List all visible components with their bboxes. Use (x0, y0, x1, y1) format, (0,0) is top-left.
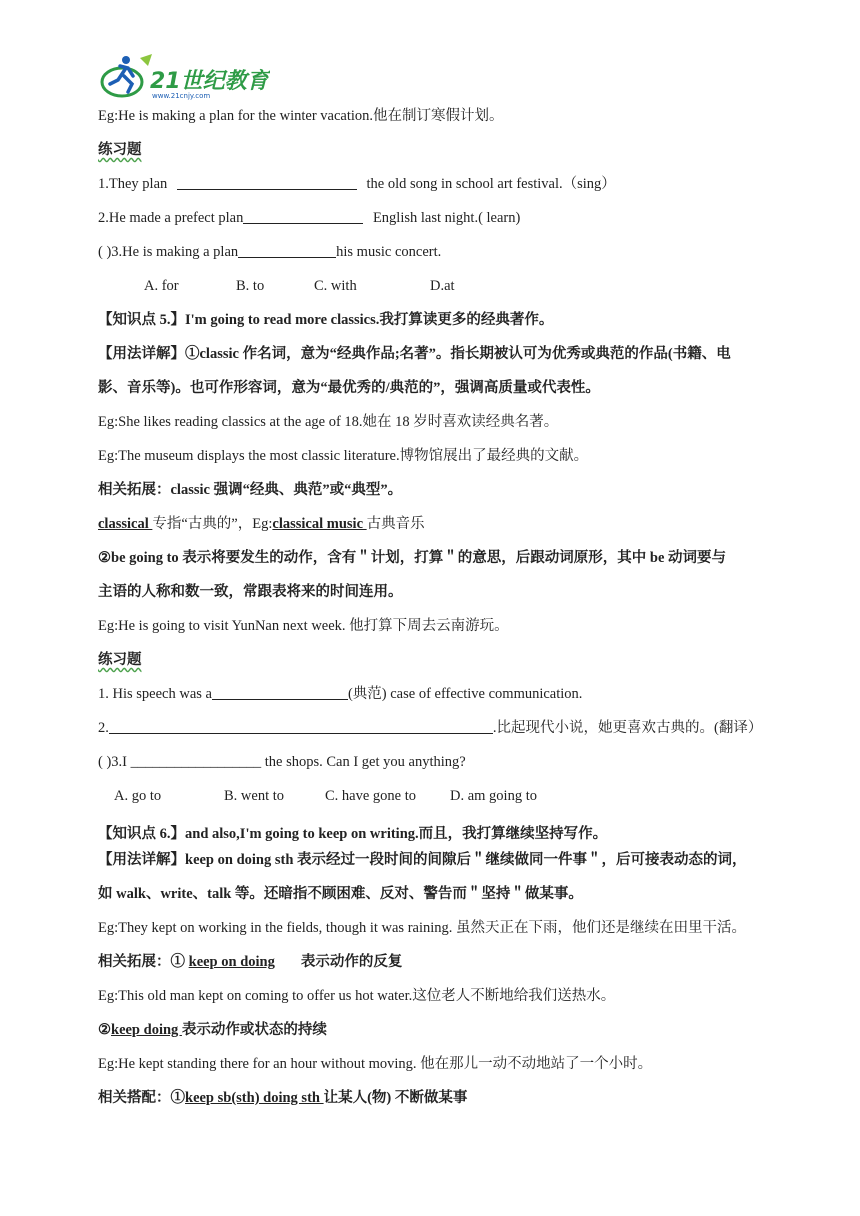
extension-note: classical 专指“古典的”，Eg:classical music 古典音乐 (98, 516, 425, 532)
option-b[interactable]: B. to (236, 278, 265, 294)
option-a[interactable]: A. go to (114, 788, 162, 804)
example-sentence: Eg:She likes reading classics at the age of 18.她在 18 岁时喜欢读经典名著。 (98, 414, 559, 430)
extension-note: ②keep doing 表示动作或状态的持续 (98, 1022, 327, 1038)
option-d[interactable]: D. am going to (450, 788, 537, 804)
option-b[interactable]: B. went to (224, 788, 285, 804)
usage-explanation: 【用法详解】①classic 作名词，意为“经典作品;名著”。指长期被认可为优秀或典范的作品(书籍、电 (98, 346, 731, 362)
exercise-question: 1.They plan the old song in school art festival.（sing） (98, 171, 778, 205)
knowledge-point-heading: 【知识点 6.】and also,I'm going to keep on writing.而且，我打算继续坚持写作。 (98, 826, 608, 842)
svg-text:www.21cnjy.com: www.21cnjy.com (152, 92, 211, 100)
example-sentence: Eg:He is going to visit YunNan next week. 他打算下周去云南游玩。 (98, 618, 509, 634)
answer-options (98, 783, 778, 817)
answer-blank[interactable] (177, 173, 357, 190)
example-sentence: Eg:They kept on working in the fields, though it was raining. 虽然天正在下雨，他们还是继续在田里干活。 (98, 920, 747, 936)
exercise-question: ( )3.He is making a plan his music concert. (98, 239, 778, 273)
answer-blank[interactable] (238, 241, 336, 258)
exercise-question: 2. .比起现代小说，她更喜欢古典的。(翻译） (98, 715, 778, 749)
usage-explanation: 【用法详解】keep on doing sth 表示经过一段时间的间隙后＂继续做同一件事＂，后可接表动态的词， (98, 852, 747, 868)
site-logo (100, 50, 270, 100)
option-c[interactable]: C. have gone to (325, 788, 417, 804)
option-c[interactable]: C. with (314, 278, 357, 294)
answer-blank[interactable] (212, 683, 348, 700)
answer-blank[interactable] (109, 717, 493, 734)
example-sentence: Eg:He kept standing there for an hour without moving. 他在那儿一动不动地站了一个小时。 (98, 1056, 653, 1072)
answer-blank[interactable] (243, 207, 363, 224)
usage-explanation: 主语的人称和数一致，常跟表将来的时间连用。 (98, 584, 403, 600)
exercise-question: ( )3.I __________________ the shops. Can I get you anything? (98, 754, 466, 770)
example-sentence: Eg:He is making a plan for the winter vacation.他在制订寒假计划。 (98, 108, 504, 124)
exercise-question: 1. His speech was a (典范) case of effective communication. (98, 681, 778, 715)
option-a[interactable]: A. for (144, 278, 179, 294)
exercise-heading: 练习题 (98, 142, 142, 158)
usage-explanation: 如 walk、write、talk 等。还暗指不顾困难、反对、警告而＂坚持＂做某事。 (98, 886, 583, 902)
example-sentence: Eg:This old man kept on coming to offer us hot water.这位老人不断地给我们送热水。 (98, 988, 616, 1004)
runner-logo-icon (100, 50, 270, 100)
extension-note: 相关拓展：classic 强调“经典、典范”或“典型”。 (98, 482, 403, 498)
answer-options (98, 273, 778, 307)
example-sentence: Eg:The museum displays the most classic literature.博物馆展出了最经典的文献。 (98, 448, 589, 464)
svg-text:21世纪教育: 21世纪教育 (150, 69, 269, 94)
extension-note: 相关拓展：① keep on doing 表示动作的反复 (98, 954, 403, 970)
knowledge-point-heading: 【知识点 5.】I'm going to read more classics.我打算读更多的经典著作。 (98, 312, 554, 328)
document-body (98, 103, 778, 1119)
option-d[interactable]: D.at (430, 278, 455, 294)
collocation-note: 相关搭配：①keep sb(sth) doing sth 让某人(物) 不断做某事 (98, 1090, 468, 1106)
exercise-question: 2.He made a prefect plan English last night.( learn) (98, 205, 778, 239)
exercise-heading: 练习题 (98, 652, 142, 668)
usage-explanation: 影、音乐等)。也可作形容词，意为“最优秀的/典范的”，强调高质量或代表性。 (98, 380, 600, 396)
usage-explanation: ②be going to 表示将要发生的动作，含有＂计划，打算＂的意思，后跟动词原形，其中 be 动词要与 (98, 550, 727, 566)
